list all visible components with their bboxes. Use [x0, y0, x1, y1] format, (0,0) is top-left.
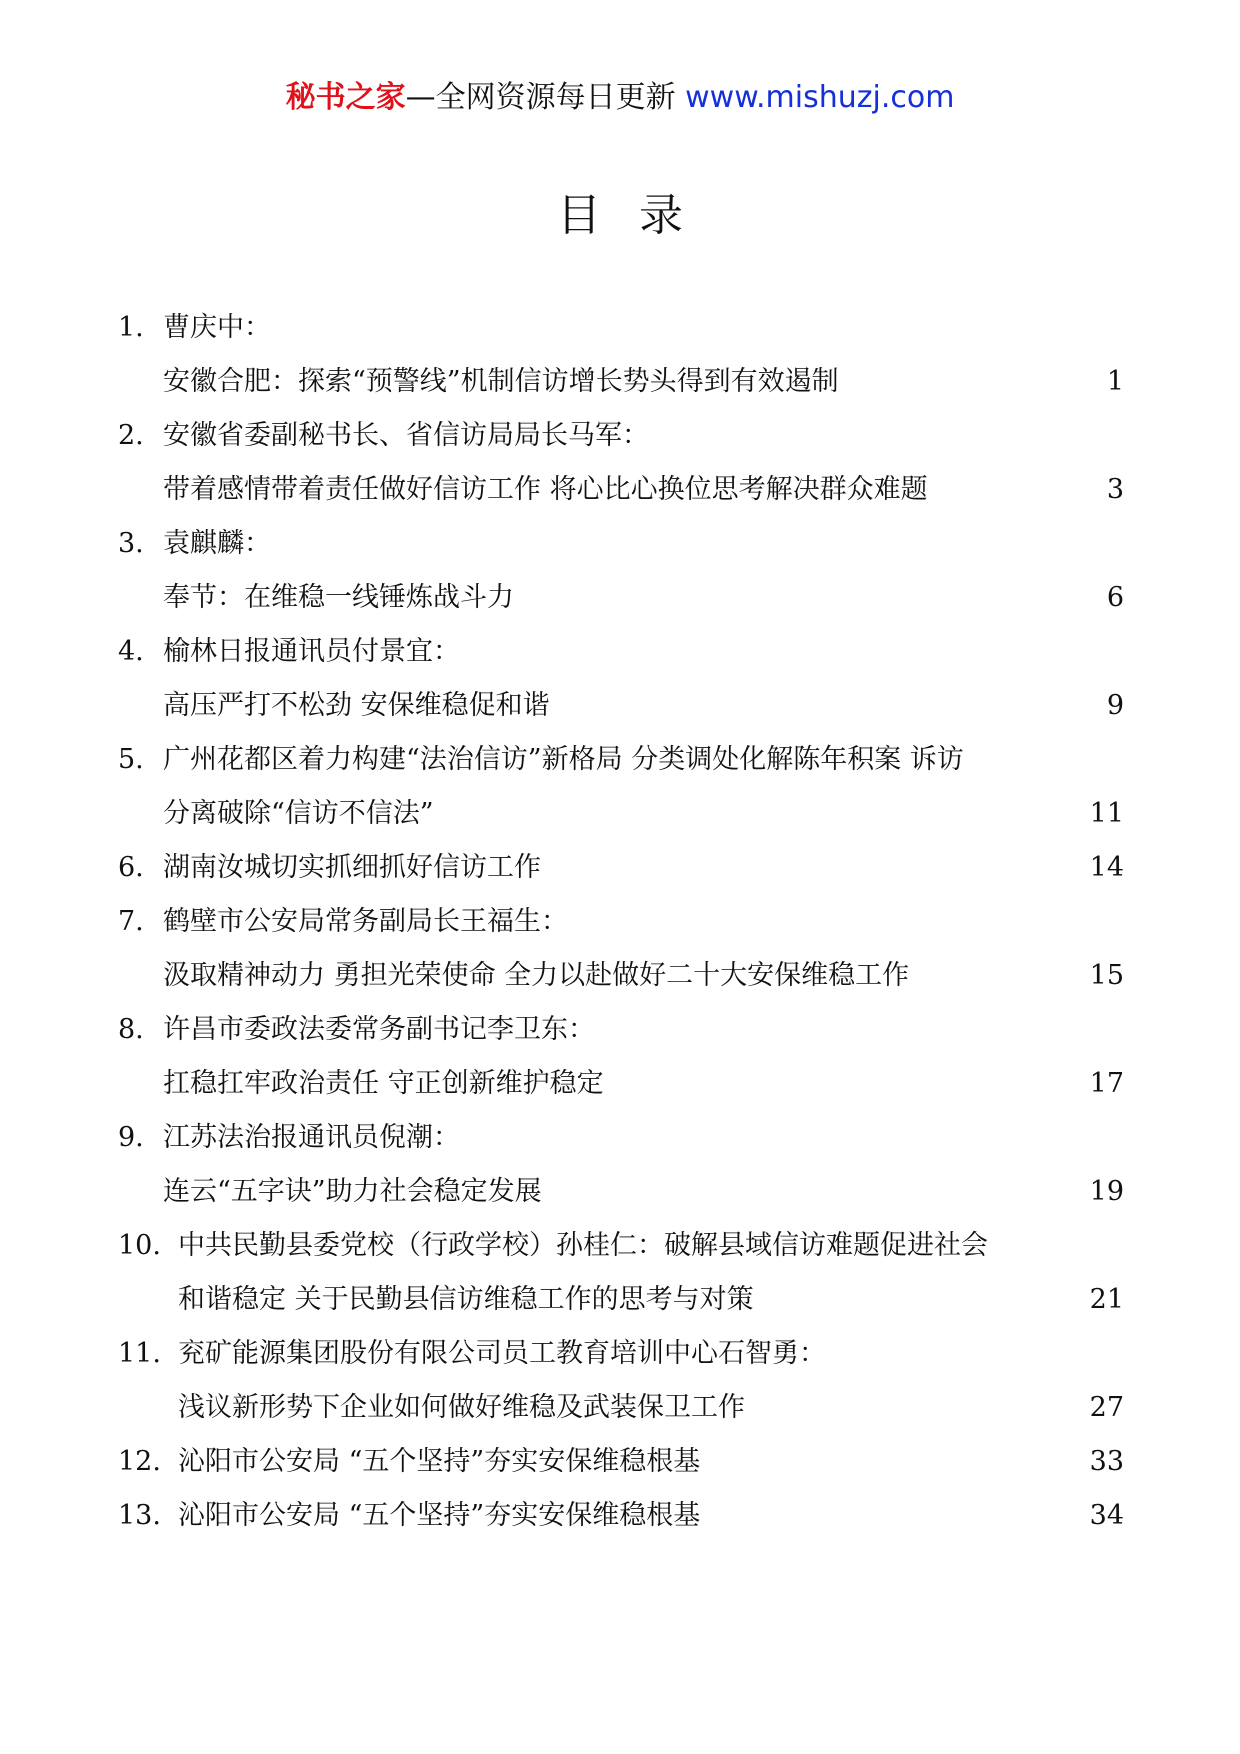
toc-line — [0, 1219, 1240, 1273]
toc-text: 兖矿能源集团股份有限公司员工教育培训中心石智勇： — [178, 1338, 826, 1369]
toc-text: 曹庆中： — [163, 312, 271, 343]
toc-number: 8. — [118, 1014, 144, 1045]
toc-page-number: 6 — [1106, 582, 1124, 613]
toc-number: 2. — [118, 420, 144, 451]
toc-text: 安徽合肥：探索“预警线”机制信访增长势头得到有效遏制 — [163, 366, 839, 397]
toc-line — [0, 841, 1240, 895]
toc-number: 12. — [118, 1446, 161, 1477]
toc-text: 沁阳市公安局 “五个坚持”夯实安保维稳根基 — [178, 1446, 701, 1477]
toc-entry[interactable] — [0, 517, 1240, 625]
toc-page-number: 15 — [1089, 960, 1124, 991]
toc-number: 3. — [118, 528, 144, 559]
toc-page-number: 3 — [1106, 474, 1124, 505]
toc-line — [0, 517, 1240, 571]
toc-text: 安徽省委副秘书长、省信访局局长马军： — [163, 420, 649, 451]
toc-entry[interactable] — [0, 1111, 1240, 1219]
site-slogan: —全网资源每日更新 — [405, 80, 686, 115]
page-title: 目录 — [557, 190, 721, 241]
toc-number: 5. — [118, 744, 144, 775]
site-brand: 秘书之家 — [285, 80, 406, 115]
toc-page-number: 19 — [1089, 1176, 1124, 1207]
toc-entry[interactable] — [0, 1003, 1240, 1111]
toc-text: 浅议新形势下企业如何做好维稳及武装保卫工作 — [178, 1392, 745, 1423]
toc-number: 7. — [118, 906, 144, 937]
toc-text: 扛稳扛牢政治责任 守正创新维护稳定 — [163, 1068, 604, 1099]
toc-text: 鹤壁市公安局常务副局长王福生： — [163, 906, 568, 937]
toc-line — [0, 1003, 1240, 1057]
toc-text: 袁麒麟： — [163, 528, 271, 559]
site-header — [0, 78, 1240, 118]
toc-entry[interactable] — [0, 1219, 1240, 1327]
toc-line — [0, 409, 1240, 463]
toc-line — [0, 355, 1240, 409]
toc-text: 带着感情带着责任做好信访工作 将心比心换位思考解决群众难题 — [163, 474, 928, 505]
toc-entry[interactable] — [0, 733, 1240, 841]
toc-line — [0, 1165, 1240, 1219]
toc-entry[interactable] — [0, 1327, 1240, 1435]
toc-line — [0, 895, 1240, 949]
toc-line — [0, 301, 1240, 355]
toc-number: 9. — [118, 1122, 144, 1153]
toc-text: 榆林日报通讯员付景宜： — [163, 636, 460, 667]
toc-line — [0, 949, 1240, 1003]
toc-entry[interactable] — [0, 409, 1240, 517]
toc-text: 高压严打不松劲 安保维稳促和谐 — [163, 690, 550, 721]
toc-text: 汲取精神动力 勇担光荣使命 全力以赴做好二十大安保维稳工作 — [163, 960, 910, 991]
toc-page-number: 11 — [1089, 798, 1124, 829]
toc-line — [0, 787, 1240, 841]
toc-page-number: 33 — [1089, 1446, 1124, 1477]
toc-page-number: 1 — [1106, 366, 1124, 397]
toc-entry[interactable] — [0, 1489, 1240, 1543]
toc-text: 和谐稳定 关于民勤县信访维稳工作的思考与对策 — [178, 1284, 754, 1315]
toc-entry[interactable] — [0, 841, 1240, 895]
toc-number: 1. — [118, 312, 144, 343]
toc-number: 10. — [118, 1230, 161, 1261]
toc-text: 许昌市委政法委常务副书记李卫东： — [163, 1014, 595, 1045]
toc-number: 4. — [118, 636, 144, 667]
toc-number: 11. — [118, 1338, 161, 1369]
toc-line — [0, 1111, 1240, 1165]
toc-entry[interactable] — [0, 625, 1240, 733]
toc-line — [0, 1489, 1240, 1543]
toc-page-number: 27 — [1089, 1392, 1124, 1423]
toc-line — [0, 679, 1240, 733]
toc-text: 湖南汝城切实抓细抓好信访工作 — [163, 852, 541, 883]
toc-entry[interactable] — [0, 895, 1240, 1003]
toc-text: 广州花都区着力构建“法治信访”新格局 分类调处化解陈年积案 诉访 — [163, 744, 964, 775]
toc-text: 江苏法治报通讯员倪潮： — [163, 1122, 460, 1153]
toc-line — [0, 1057, 1240, 1111]
toc-text: 中共民勤县委党校（行政学校）孙桂仁：破解县域信访难题促进社会 — [178, 1230, 988, 1261]
toc-line — [0, 463, 1240, 517]
toc-page-number: 9 — [1106, 690, 1124, 721]
site-url-link[interactable]: www.mishuzj.com — [685, 80, 955, 115]
toc-text: 沁阳市公安局 “五个坚持”夯实安保维稳根基 — [178, 1500, 701, 1531]
toc-line — [0, 571, 1240, 625]
toc-entry[interactable] — [0, 1435, 1240, 1489]
toc-page-number: 17 — [1089, 1068, 1124, 1099]
toc-line — [0, 1327, 1240, 1381]
toc-text: 奉节：在维稳一线锤炼战斗力 — [163, 582, 514, 613]
toc-text: 分离破除“信访不信法” — [163, 798, 434, 829]
toc-number: 13. — [118, 1500, 161, 1531]
toc-page-number: 34 — [1089, 1500, 1124, 1531]
toc-line — [0, 733, 1240, 787]
toc-number: 6. — [118, 852, 144, 883]
toc-line — [0, 1273, 1240, 1327]
toc-text: 连云“五字诀”助力社会稳定发展 — [163, 1176, 542, 1207]
toc-line — [0, 625, 1240, 679]
table-of-contents — [0, 301, 1240, 1543]
toc-entry[interactable] — [0, 301, 1240, 409]
toc-page-number: 21 — [1089, 1284, 1124, 1315]
toc-page-number: 14 — [1089, 852, 1124, 883]
toc-line — [0, 1381, 1240, 1435]
toc-line — [0, 1435, 1240, 1489]
